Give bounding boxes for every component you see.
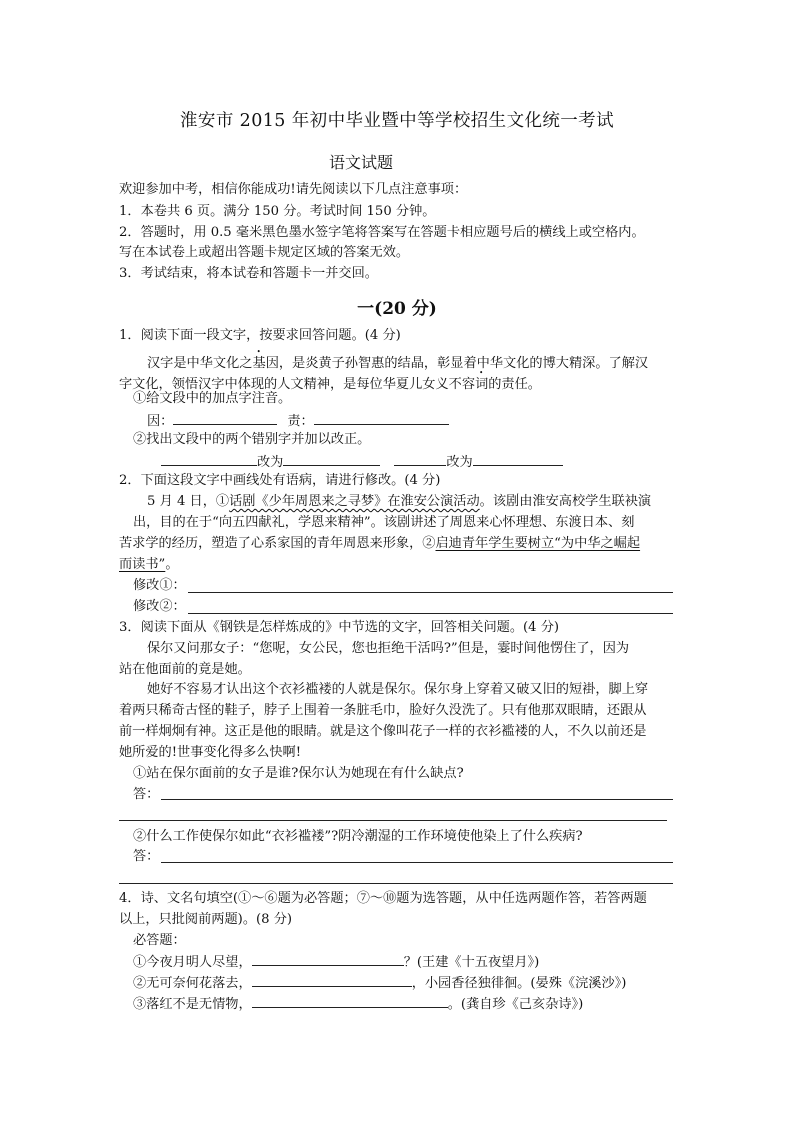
answer-blank[interactable] xyxy=(283,452,380,466)
q1-passage-text: 汉字是中华文化之 xyxy=(147,356,253,371)
answer-blank[interactable] xyxy=(252,952,404,966)
q3-answer-label-2: 答： xyxy=(133,849,160,864)
q2-text: 5 月 4 日，① xyxy=(147,494,230,509)
answer-blank[interactable] xyxy=(473,452,563,466)
q2-stem: 2．下面这段文字中画线处有语病，请进行修改。(4 分) xyxy=(119,473,441,488)
q2-error-underline-2: 启迪青年学生要树立“为中华之崛起 xyxy=(435,536,641,551)
q4-item-3 xyxy=(133,994,583,1014)
q2-text: 。 xyxy=(165,557,179,572)
q2-error-underline-1: 话剧《少年周恩来之寻梦》在淮安公演活动 xyxy=(229,494,480,509)
q1-sub-2: ②找出文段中的两个错别字并加以改正。 xyxy=(133,432,371,447)
notice-item-1: 1．本卷共 6 页。满分 150 分。考试时间 150 分钟。 xyxy=(119,204,436,219)
notice-item-2-cont: 写在本试卷上或超出答题卡规定区域的答案无效。 xyxy=(119,245,410,260)
answer-line[interactable] xyxy=(119,820,667,821)
q2-passage-line-4 xyxy=(119,556,179,574)
answer-line[interactable] xyxy=(161,862,673,863)
answer-line[interactable] xyxy=(188,613,673,614)
q1-sub-1: ①给文段中的加点字注音。 xyxy=(133,391,292,406)
exam-subtitle: 语文试题 xyxy=(329,153,394,172)
q4-item-text: 。(龚自珍《己亥杂诗》) xyxy=(447,997,584,1012)
q4-stem-line-1: 4．诗、文名句填空(①～⑥题为必答题；⑦～⑩题为选答题，从中任选两题作答，若答两题 xyxy=(119,891,647,906)
exam-title: 淮安市 2015 年初中毕业暨中等学校招生文化统一考试 xyxy=(180,111,614,131)
q1-dotted-char: 词 xyxy=(475,377,489,392)
notice-item-3: 3．考试结束，将本试卷和答题卡一并交回。 xyxy=(119,266,378,281)
answer-blank[interactable] xyxy=(252,973,412,987)
q2-passage-line-3 xyxy=(119,535,640,553)
q2-error-underline-2-cont: 而读书” xyxy=(119,557,166,572)
q3-p2-line-4: 她所爱的!世事变化得多么快啊! xyxy=(119,745,302,760)
notice-item-2: 2．答题时，用 0.5 毫米黑色墨水签字笔将答案写在答题卡相应题号后的横线上或空格内。 xyxy=(119,225,645,240)
q3-sub-1: ①站在保尔面前的女子是谁?保尔认为她现在有什么缺点? xyxy=(133,766,464,781)
q1-stem: 1．阅读下面一段文字，按要求回答问题。(4 分) xyxy=(119,328,401,343)
answer-line[interactable] xyxy=(188,592,673,593)
answer-blank[interactable] xyxy=(252,994,448,1008)
change-label: 改为 xyxy=(257,455,284,470)
q1-sub-1-blanks xyxy=(147,411,449,431)
q4-item-1 xyxy=(133,952,539,972)
answer-blank[interactable] xyxy=(173,411,277,425)
answer-blank[interactable] xyxy=(314,411,449,425)
answer-line[interactable] xyxy=(119,883,673,884)
q4-stem-line-2: 以上，只批阅前两题)。(8 分) xyxy=(119,912,293,927)
answer-blank[interactable] xyxy=(394,452,446,466)
q4-item-text: ①今夜月明人尽望， xyxy=(133,955,252,970)
q1-passage-text: 的责任。 xyxy=(488,377,541,392)
q3-p2-line-1: 她好不容易才认出这个衣衫褴褛的人就是保尔。保尔身上穿着又破又旧的短褂，脚上穿 xyxy=(147,682,649,697)
section-heading: 一(20 分) xyxy=(357,299,437,319)
q3-sub-2: ②什么工作使保尔如此“衣衫褴褛”?阴冷潮湿的工作环境使他染上了什么疾病? xyxy=(133,829,583,844)
q3-p2-line-2: 着两只稀奇古怪的鞋子，脖子上围着一条脏毛巾，脸好久没洗了。只有他那双眼睛，还跟从 xyxy=(119,703,647,718)
q1-sub-2-blanks xyxy=(161,452,563,472)
q4-item-text: ？(王建《十五夜望月》) xyxy=(403,955,540,970)
q2-fix-2-label: 修改②： xyxy=(133,599,186,614)
q3-p2-line-3: 前一样炯炯有神。这正是他的眼睛。就是这个像叫花子一样的衣衫褴褛的人，不久以前还是 xyxy=(119,724,647,739)
q2-text: 。该剧由淮安高校学生联袂演 xyxy=(479,494,652,509)
q3-p1-line-2: 站在他面前的竟是她。 xyxy=(119,662,251,677)
notice-intro: 欢迎参加中考，相信你能成功!请先阅读以下几点注意事项： xyxy=(119,182,468,197)
answer-line[interactable] xyxy=(161,799,673,800)
q2-text: 苦求学的经历，塑造了心系家国的青年周恩来形象，② xyxy=(119,536,436,551)
q4-item-text: ③落红不是无情物， xyxy=(133,997,252,1012)
q3-answer-label-1: 答： xyxy=(133,787,160,802)
q2-fix-1-label: 修改①： xyxy=(133,578,186,593)
q2-passage-line-1 xyxy=(147,493,651,511)
q4-item-2 xyxy=(133,973,626,993)
q1-passage-text: 字文化，领悟汉字中体现的人文精神，是每位华夏儿女义不容 xyxy=(119,377,476,392)
q1-passage-text: 因，是炎黄子孙智惠的结晶，彰显着中华文化的博大精深。了解汉 xyxy=(265,356,649,371)
change-label: 改为 xyxy=(446,455,473,470)
q4-item-text: ②无可奈何花落去， xyxy=(133,976,252,991)
q3-p1-line-1: 保尔又问那女子：“您呢，女公民，您也拒绝干活吗?”但是，霎时间他愣住了，因为 xyxy=(147,641,630,656)
q1-sub1-label-b: 责： xyxy=(287,414,314,429)
q2-passage-line-2: 出，目的在于“向五四献礼，学恩来精神”。该剧讲述了周恩来心怀理想、东渡日本、刻 xyxy=(133,515,635,530)
answer-blank[interactable] xyxy=(161,452,257,466)
q3-stem: 3．阅读下面从《钢铁是怎样炼成的》中节选的文字，回答相关问题。(4 分) xyxy=(119,620,560,635)
q1-dotted-char: 基 xyxy=(252,356,266,371)
q4-required-label: 必答题： xyxy=(133,933,186,948)
q1-sub1-label-a: 因： xyxy=(147,414,174,429)
q4-item-text: ，小园香径独徘徊。(晏殊《浣溪沙》) xyxy=(411,976,627,991)
